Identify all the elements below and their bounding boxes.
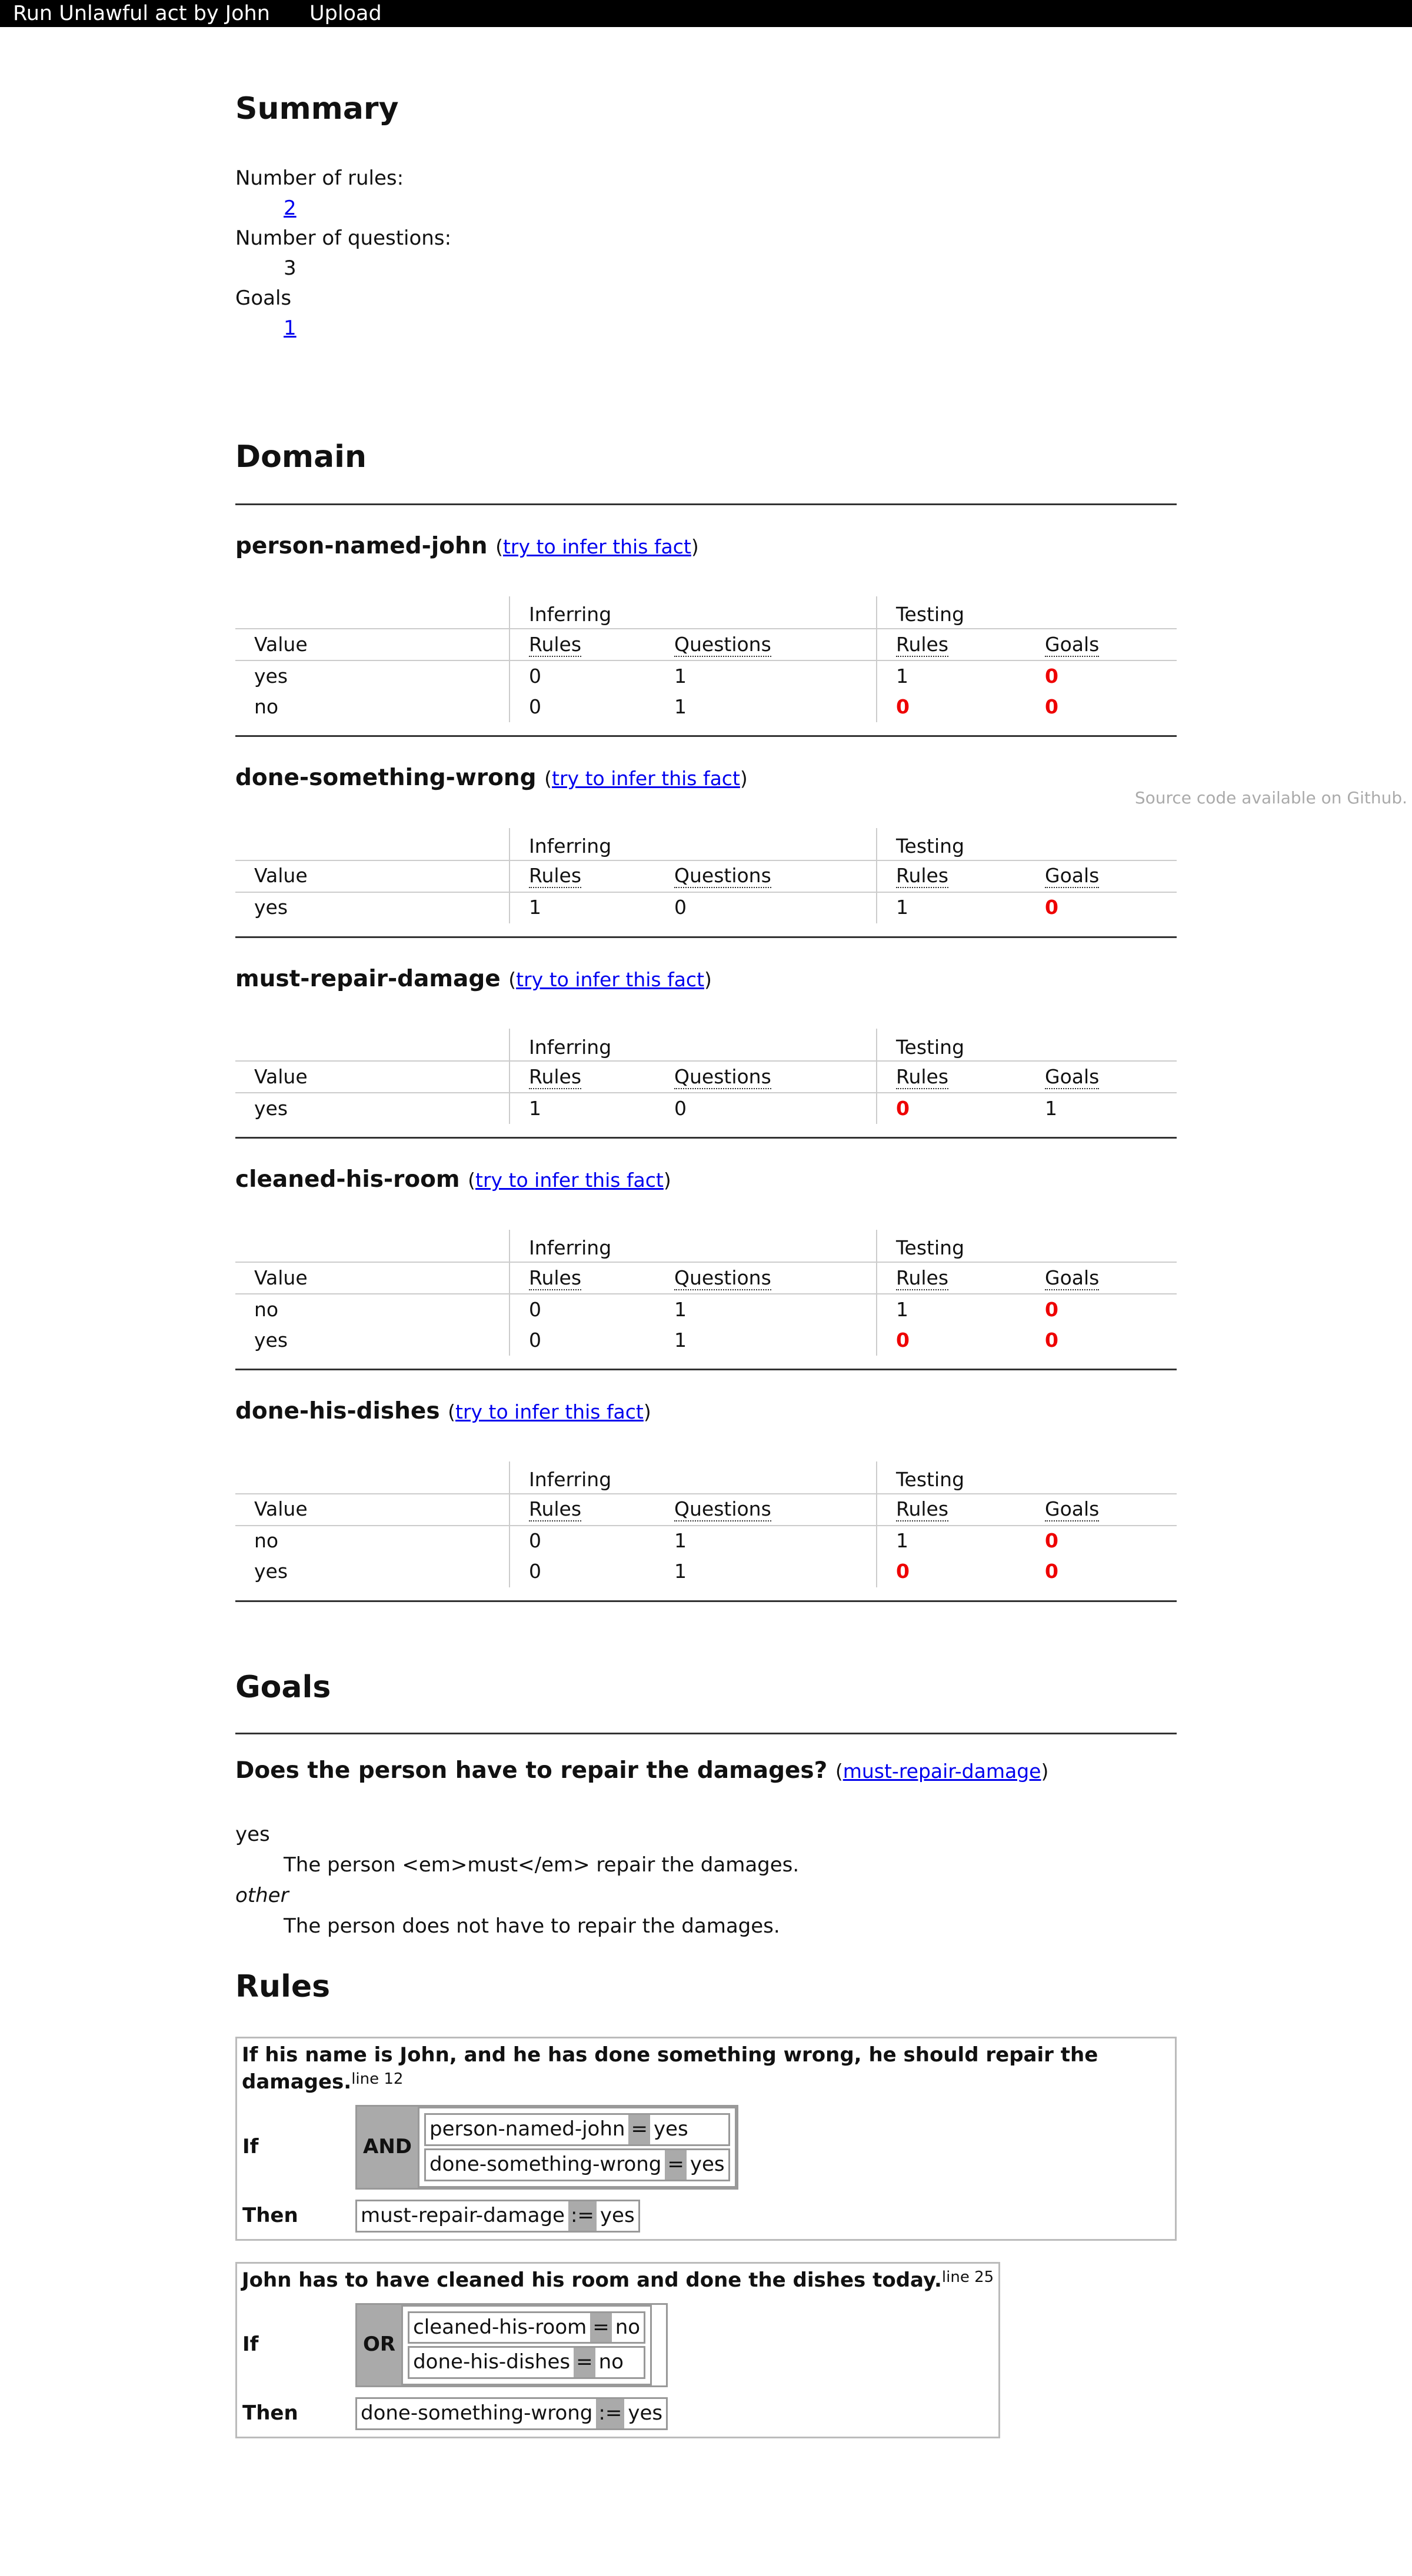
fact-divider (235, 1369, 1177, 1370)
rule-table (242, 2303, 668, 2431)
rule-description-text: If his name is John, and he has done something wrong, he should repair the damages. (242, 2043, 1098, 2094)
fact-divider (235, 1137, 1177, 1139)
infer-fact-link[interactable]: try to infer this fact (552, 767, 740, 790)
consequence-fact: done-something-wrong (361, 2401, 593, 2425)
domain-heading: Domain (235, 439, 367, 475)
fact-block (235, 1396, 1177, 1602)
infer-fact-link[interactable]: try to infer this fact (455, 1400, 644, 1423)
facts-container (235, 531, 1177, 1601)
logic-operator: AND (357, 2107, 418, 2188)
row-value: no (254, 695, 279, 718)
value-column-header: Value (235, 1494, 509, 1526)
summary-heading: Summary (235, 91, 399, 126)
table-row (235, 1526, 1177, 1557)
testing-goals-cell: 0 (1045, 1529, 1058, 1553)
row-value: yes (254, 1328, 288, 1352)
goal-answer-text-yes: The person <em>must</em> repair the damages. (284, 1853, 800, 1877)
condition-fact: cleaned-his-room (413, 2315, 587, 2339)
goal-question: Does the person have to repair the damages? (must-repair-damage) (235, 1757, 1049, 1784)
goals-count-label: Goals (235, 286, 292, 311)
inferring-questions-cell: 1 (674, 1328, 687, 1352)
testing-rules-cell: 1 (896, 664, 908, 688)
inferring-rules-cell: 0 (509, 692, 655, 722)
rule-condition (408, 2346, 645, 2379)
rules-container (235, 2007, 1177, 2438)
fact-name: person-named-john (235, 533, 488, 560)
questions-count-value: 3 (284, 256, 297, 281)
table-row (235, 1325, 1177, 1356)
fact-title: must-repair-damage (try to infer this fact) (235, 965, 712, 992)
condition-operator: = (590, 2313, 612, 2343)
row-value: no (254, 1529, 279, 1553)
table-row (235, 1294, 1177, 1325)
row-value: yes (254, 1097, 288, 1120)
main-content (235, 71, 1177, 2438)
inferring-rules-cell: 0 (509, 1557, 655, 1587)
fact-divider (235, 1600, 1177, 1602)
rule-line-number: line 12 (351, 2070, 404, 2088)
if-label: If (242, 2134, 259, 2158)
fact-divider (235, 936, 1177, 938)
rules-count-link[interactable]: 2 (284, 196, 297, 221)
rule-table (242, 2104, 739, 2233)
testing-group-header: Testing (877, 828, 1177, 860)
testing-rules-header: Rules (896, 864, 949, 887)
table-row (235, 1093, 1177, 1124)
row-value: no (254, 1297, 279, 1321)
inferring-rules-header: Rules (529, 1065, 582, 1089)
inferring-questions-cell: 1 (674, 1297, 687, 1321)
row-value: yes (254, 1560, 288, 1583)
value-column-header: Value (235, 1061, 509, 1093)
goal-answer-key-yes: yes (235, 1823, 270, 1847)
logic-operator: OR (357, 2305, 401, 2386)
fact-divider (235, 735, 1177, 737)
goal-fact-link[interactable]: must-repair-damage (842, 1759, 1041, 1783)
fact-block (235, 964, 1177, 1139)
rule-description-text: John has to have cleaned his room and done the dishes today. (242, 2268, 942, 2292)
inferring-rules-cell: 1 (509, 1093, 655, 1124)
testing-rules-cell: 0 (896, 1097, 910, 1120)
row-value: yes (254, 664, 288, 688)
consequence-value: yes (628, 2401, 663, 2425)
domain-divider (235, 503, 1177, 505)
goal-question-text: Does the person have to repair the damages? (235, 1757, 828, 1784)
testing-goals-cell: 1 (1045, 1097, 1057, 1120)
goals-heading: Goals (235, 1669, 331, 1705)
goal-answer-text-other: The person does not have to repair the damages. (284, 1914, 780, 1938)
rule-line-number: line 25 (941, 2268, 994, 2286)
testing-group-header: Testing (877, 1461, 1177, 1494)
then-label: Then (242, 2203, 298, 2227)
row-value: yes (254, 896, 288, 919)
condition-value: yes (653, 2117, 688, 2141)
condition-fact: done-something-wrong (429, 2152, 662, 2176)
inferring-questions-header: Questions (674, 632, 771, 656)
table-row (235, 660, 1177, 692)
inferring-group-header: Inferring (509, 1029, 877, 1061)
fact-title: cleaned-his-room (try to infer this fact) (235, 1166, 671, 1193)
testing-group-header: Testing (877, 1230, 1177, 1262)
fact-table (235, 828, 1177, 923)
fact-name: done-his-dishes (235, 1397, 440, 1424)
fact-block (235, 763, 1177, 938)
inferring-questions-header: Questions (674, 864, 771, 887)
testing-rules-header: Rules (896, 632, 949, 656)
testing-group-header: Testing (877, 1029, 1177, 1061)
inferring-rules-header: Rules (529, 1497, 582, 1521)
goals-divider (235, 1733, 1177, 1734)
inferring-rules-cell: 0 (509, 660, 655, 692)
conditions-group (401, 2305, 652, 2386)
fact-table (235, 1230, 1177, 1356)
testing-goals-header: Goals (1045, 1497, 1100, 1521)
testing-goals-cell: 0 (1045, 1328, 1058, 1352)
goals-count-link[interactable]: 1 (284, 316, 297, 341)
fact-block (235, 1164, 1177, 1370)
inferring-questions-cell: 0 (674, 896, 687, 919)
condition-operator: = (665, 2150, 687, 2180)
testing-goals-header: Goals (1045, 864, 1100, 887)
goal-answer-key-other: other (235, 1884, 289, 1908)
testing-goals-header: Goals (1045, 632, 1100, 656)
condition-operator: = (628, 2115, 650, 2144)
inferring-group-header: Inferring (509, 1230, 877, 1262)
top-menu-bar (0, 0, 1412, 27)
testing-goals-cell: 0 (1045, 1297, 1058, 1321)
fact-block (235, 531, 1177, 737)
condition-value: no (598, 2350, 624, 2374)
testing-goals-cell: 0 (1045, 1560, 1058, 1583)
inferring-rules-header: Rules (529, 1266, 582, 1289)
table-row (235, 692, 1177, 722)
fact-name: cleaned-his-room (235, 1166, 460, 1193)
value-column-header: Value (235, 1262, 509, 1294)
inferring-questions-cell: 0 (674, 1097, 687, 1120)
inferring-rules-cell: 0 (509, 1325, 655, 1356)
testing-rules-cell: 0 (896, 695, 910, 718)
testing-rules-cell: 0 (896, 1328, 910, 1352)
rule-condition (408, 2311, 645, 2344)
testing-goals-cell: 0 (1045, 896, 1058, 919)
inferring-questions-header: Questions (674, 1266, 771, 1289)
source-code-note: Source code available on Github. (1134, 788, 1407, 807)
consequence-value: yes (600, 2203, 635, 2227)
testing-goals-header: Goals (1045, 1065, 1100, 1089)
inferring-rules-header: Rules (529, 864, 582, 887)
rule-box (235, 2262, 1000, 2439)
testing-rules-cell: 1 (896, 896, 908, 919)
inferring-questions-header: Questions (674, 1497, 771, 1521)
testing-group-header: Testing (877, 596, 1177, 629)
inferring-group-header: Inferring (509, 1461, 877, 1494)
rule-box (235, 2037, 1177, 2240)
summary-list (235, 163, 1177, 343)
table-row (235, 892, 1177, 923)
rule-condition (424, 2148, 730, 2181)
then-label: Then (242, 2401, 298, 2425)
table-row (235, 1557, 1177, 1587)
conditions-group (418, 2107, 737, 2188)
infer-fact-link[interactable]: try to infer this fact (475, 1169, 664, 1192)
inferring-rules-cell: 1 (509, 892, 655, 923)
condition-fact: person-named-john (429, 2117, 625, 2141)
condition-operator: = (574, 2348, 595, 2377)
consequence-fact: must-repair-damage (361, 2203, 565, 2227)
testing-goals-header: Goals (1045, 1266, 1100, 1289)
fact-name: done-something-wrong (235, 765, 537, 792)
inferring-rules-cell: 0 (509, 1526, 655, 1557)
testing-goals-cell: 0 (1045, 664, 1058, 688)
fact-table (235, 1461, 1177, 1587)
infer-fact-link[interactable]: try to infer this fact (502, 535, 691, 559)
testing-rules-cell: 1 (896, 1529, 908, 1553)
rule-description (242, 2267, 994, 2294)
value-column-header: Value (235, 629, 509, 660)
fact-title: done-his-dishes (try to infer this fact) (235, 1397, 651, 1424)
inferring-group-header: Inferring (509, 828, 877, 860)
inferring-questions-cell: 1 (674, 1560, 687, 1583)
rules-heading: Rules (235, 1968, 331, 2004)
fact-table (235, 1029, 1177, 1124)
rule-condition (424, 2113, 730, 2146)
testing-goals-cell: 0 (1045, 695, 1058, 718)
fact-title: person-named-john (try to infer this fact) (235, 533, 699, 560)
testing-rules-cell: 0 (896, 1560, 910, 1583)
testing-rules-header: Rules (896, 1497, 949, 1521)
testing-rules-header: Rules (896, 1266, 949, 1289)
if-label: If (242, 2333, 259, 2357)
run-menu-item[interactable]: Run Unlawful act by John (13, 2, 270, 25)
rules-count-label: Number of rules: (235, 166, 404, 191)
rule-consequence (355, 2397, 668, 2430)
upload-menu-item[interactable]: Upload (309, 2, 382, 25)
inferring-rules-cell: 0 (509, 1294, 655, 1325)
inferring-questions-cell: 1 (674, 695, 687, 718)
questions-count-label: Number of questions: (235, 226, 452, 251)
inferring-group-header: Inferring (509, 596, 877, 629)
consequence-operator: := (568, 2201, 597, 2231)
condition-value: yes (690, 2152, 725, 2176)
fact-name: must-repair-damage (235, 965, 501, 992)
inferring-questions-header: Questions (674, 1065, 771, 1089)
goal-answers (235, 1821, 1177, 1940)
inferring-questions-cell: 1 (674, 1529, 687, 1553)
inferring-questions-cell: 1 (674, 664, 687, 688)
condition-value: no (615, 2315, 641, 2339)
rule-description (242, 2042, 1170, 2096)
testing-rules-cell: 1 (896, 1297, 908, 1321)
condition-fact: done-his-dishes (413, 2350, 571, 2374)
infer-fact-link[interactable]: try to infer this fact (516, 967, 705, 991)
rule-consequence (355, 2200, 640, 2233)
testing-rules-header: Rules (896, 1065, 949, 1089)
fact-table (235, 596, 1177, 722)
consequence-operator: := (596, 2399, 624, 2428)
inferring-rules-header: Rules (529, 632, 582, 656)
value-column-header: Value (235, 860, 509, 892)
fact-title: done-something-wrong (try to infer this fact) (235, 765, 748, 792)
